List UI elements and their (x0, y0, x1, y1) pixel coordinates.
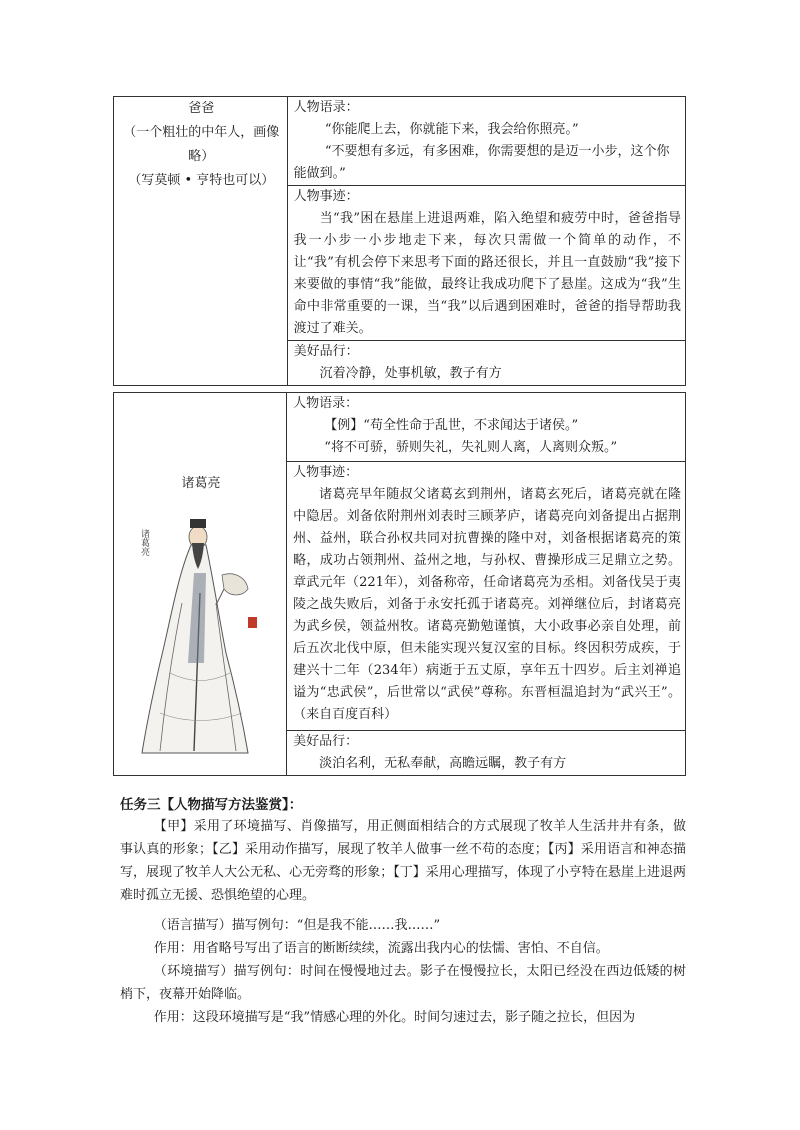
quote-item: “你能爬上去，你就能下来，我会给你照亮。” (324, 122, 579, 137)
virtue-label: 美好品行： (293, 734, 359, 749)
character-card-father (113, 96, 686, 386)
deeds-label: 人物事迹： (293, 189, 359, 204)
character-name: 诸葛亮 (181, 476, 221, 491)
character-note: （写莫顿 • 亨特也可以） (128, 173, 275, 188)
quotes-label: 人物语录： (293, 396, 359, 411)
character-portrait-cell (114, 393, 287, 776)
virtue-cell (287, 341, 685, 386)
quote-item: “不要想有多远，有多困难，你需要想的是迈一小步，这个你能做到。” (293, 144, 670, 181)
task3-title: 任务三【人物描写方法鉴赏】： (120, 797, 303, 813)
virtue-label: 美好品行： (293, 344, 359, 359)
portrait-calligraphy: 诸葛亮 (139, 529, 149, 556)
deeds-cell (287, 462, 686, 731)
character-name: 爸爸 (188, 101, 215, 116)
character-name-cell (114, 97, 288, 386)
quotes-cell (287, 393, 686, 462)
character-card-zhuge-liang (113, 392, 686, 776)
zhuge-liang-portrait-image (130, 513, 270, 763)
language-example: （语言描写）描写例句：“但是我不能……我……” (153, 918, 441, 933)
task3-summary: 【甲】采用了环境描写、肖像描写，用正侧面相结合的方式展现了牧羊人生活井井有条，做事认真的形象；【乙】采用动作描写，展现了牧羊人做事一丝不苟的态度；【丙】采用语言和神态描写，展现了牧羊人大公无私、心无旁骛的形象；【丁】采用心理描写，体现了小亨特在悬崖上进退两难时孤立无援、恐惧绝望的心理。 (120, 819, 686, 903)
task3-examples-block (120, 914, 686, 1029)
quotes-cell (287, 97, 685, 186)
deeds-text: 当“我”困在悬崖上进退两难，陷入绝望和疲劳中时，爸爸指导我一小步一小步地走下来，每次只需做一个简单的动作，不让“我”有机会停下来思考下面的路还很长，并且一直鼓励“我”接下来要做的事情“我”能做，最终让我成功爬下了悬崖。这成为“我”生命中非常重要的一课，当“我”以后遇到困难时，爸爸的指导帮助我渡过了难关。 (293, 211, 681, 336)
environment-example: （环境描写）描写例句：时间在慢慢地过去。影子在慢慢拉长，太阳已经没在西边低矮的树梢下，夜幕开始降临。 (120, 964, 686, 1002)
language-effect: 作用：用省略号写出了语言的断断续续，流露出我内心的怯懦、害怕、不自信。 (153, 941, 609, 956)
deeds-label: 人物事迹： (293, 465, 359, 480)
virtue-text: 沉着冷静，处事机敏，教子有方 (319, 366, 502, 381)
character-description: （一个粗壮的中年人，画像略） (123, 125, 280, 164)
virtue-text: 淡泊名利，无私奉献，高瞻远瞩，教子有方 (319, 756, 567, 771)
quotes-label: 人物语录： (293, 100, 359, 115)
quote-item: “将不可骄，骄则失礼，失礼则人离，人离则众叛。” (324, 440, 618, 455)
deeds-cell (287, 186, 685, 341)
environment-effect: 作用：这段环境描写是“我”情感心理的外化。时间匀速过去，影子随之拉长，但因为 (153, 1010, 636, 1025)
deeds-text: 诸葛亮早年随叔父诸葛玄到荆州，诸葛玄死后，诸葛亮就在隆中隐居。刘备依附荆州刘表时三顾茅庐，诸葛亮向刘备提出占据荆州、益州，联合孙权共同对抗曹操的隆中对，刘备根据诸葛亮的策略，成功占领荆州、益州之地，与孙权、曹操形成三足鼎立之势。章武元年（221年），刘备称帝，任命诸葛亮为丞相。刘备伐吴于夷陵之战失败后，刘备于永安托孤于诸葛亮。刘禅继位后，封诸葛亮为武乡侯，领益州牧。诸葛亮勤勉谨慎，大小政事必亲自处理，前后五次北伐中原，但未能实现兴复汉室的目标。终因积劳成疾，于建兴十二年（234年）病逝于五丈原，享年五十四岁。后主刘禅追谥为“忠武侯”，后世常以“武侯”尊称。东晋桓温追封为“武兴王”。（来自百度百科） (293, 487, 681, 722)
quote-item: 【例】“苟全性命于乱世，不求闻达于诸侯。” (324, 418, 579, 433)
task3-summary-block (120, 815, 686, 907)
virtue-cell (287, 731, 686, 776)
